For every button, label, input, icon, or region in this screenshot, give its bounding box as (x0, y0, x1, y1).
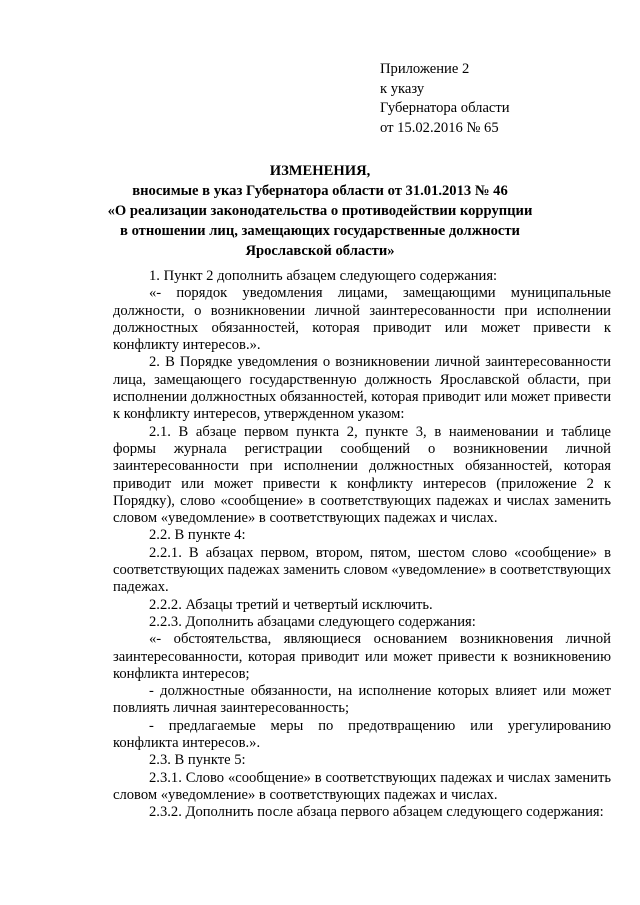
paragraph: 2.2.3. Дополнить абзацами следующего содержания: (149, 613, 476, 630)
paragraph: «- обстоятельства, являющиеся основанием возникновения личной заинтересованности, которая приводит или может привести к возникновению конфликта интересов; (113, 631, 611, 682)
appendix-line: от 15.02.2016 № 65 (380, 119, 499, 136)
title-line: «О реализации законодательства о противодействии коррупции (107, 203, 533, 219)
appendix-line: Губернатора области (380, 100, 510, 117)
paragraph: 1. Пункт 2 дополнить абзацем следующего содержания: (149, 268, 498, 284)
document-body (113, 268, 611, 822)
paragraph: 2.3. В пункте 5: (149, 752, 246, 769)
title-line: в отношении лиц, замещающих государственные должности (120, 223, 520, 239)
paragraph: 2.2. В пункте 4: (149, 527, 246, 544)
title-line: вносимые в указ Губернатора области от 31.01.2013 № 46 (132, 183, 508, 199)
paragraph: 2.3.2. Дополнить после абзаца первого абзацем следующего содержания: (149, 804, 604, 821)
document-title (60, 161, 580, 261)
paragraph: 2.2.1. В абзацах первом, втором, пятом, шестом слово «сообщение» в соответствующих падежах заменить словом «уведомление» в соответствующих падежах. (113, 544, 611, 596)
appendix-line: Приложение 2 (380, 61, 470, 77)
paragraph: - должностные обязанности, на исполнение которых влияет или может повлиять личная заинтересованность; (113, 683, 611, 717)
paragraph: 2.2.2. Абзацы третий и четвертый исключить. (149, 596, 433, 613)
title-line: Ярославской области» (245, 243, 395, 259)
appendix-block (380, 60, 610, 138)
paragraph: - предлагаемые меры по предотвращению или урегулированию конфликта интересов.». (113, 717, 611, 752)
appendix-line: к указу (380, 80, 425, 97)
paragraph: 2.1. В абзаце первом пункта 2, пункте 3, в наименовании и таблице формы журнала регистрации сообщений о возникновении личной заинтересованности при исполнении должностных обязанностей, которая приводит или может привести к конфликту интересов (приложение 2 к Порядку), слово «сообщение» в соответствующих падежах и числах заменить словом «уведомление» в соответствующих падежах и числах. (113, 423, 611, 527)
paragraph: «- порядок уведомления лицами, замещающими муниципальные должности, о возникновении личной заинтересованности при исполнении должностных обязанностей, которая приводит или может привести к конфликту интересов.». (113, 285, 611, 354)
title-line: ИЗМЕНЕНИЯ, (269, 163, 371, 179)
paragraph: 2. В Порядке уведомления о возникновении личной заинтересованности лица, замещающего государственную должность Ярославской области, при исполнении должностных обязанностей, которая приводит или может привести к конфликту интересов, утвержденном указом: (113, 354, 611, 423)
paragraph: 2.3.1. Слово «сообщение» в соответствующих падежах и числах заменить словом «уведомление» в соответствующих падежах и числах. (113, 769, 611, 803)
